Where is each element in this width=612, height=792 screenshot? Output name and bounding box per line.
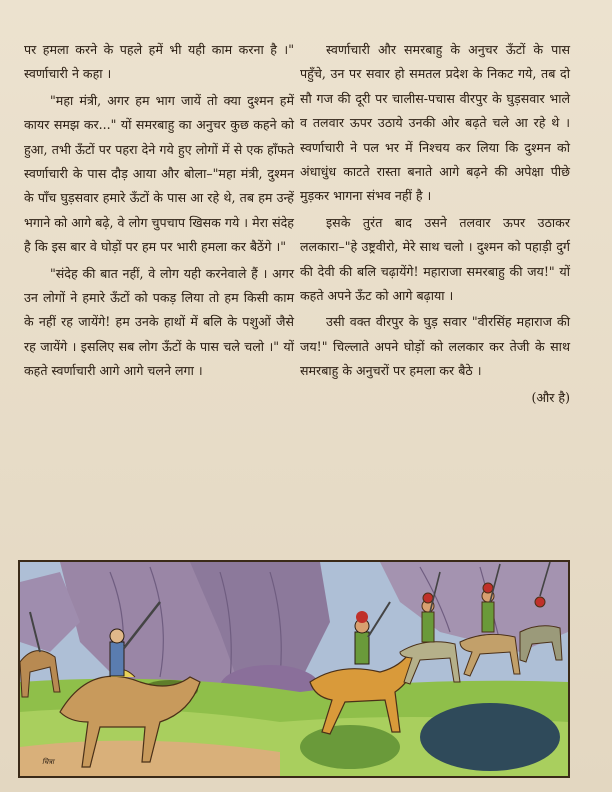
left-paragraph-3: "संदेह की बात नहीं, वे लोग यही करनेवाले हैं । अगर उन लोगों ने हमारे ऊँटों को पकड़ लिया तो हम किसी काम के नहीं रह जायेंगे! हम उनके हाथों में बलि के पशुओं जैसे रह जायेंगे । इसलिए सब लोग ऊँटों के पास चले चलो ।" यों कहते स्वर्णाचारी आगे आगे चलने लगा । [24, 265, 294, 379]
right-paragraph-2: इसके तुरंत बाद उसने तलवार ऊपर उठाकर ललकारा–"हे उष्ट्रवीरो, मेरे साथ चलो । दुश्मन को पहाड़ी दुर्ग की देवी की बलि चढ़ायेंगे! महाराजा समरबाहु की जय!" यों कहते अपने ऊँट को आगे बढ़ाया । [300, 214, 570, 304]
right-text-column [300, 38, 570, 410]
continued-label: (और है) [531, 389, 570, 405]
dark-bush [420, 703, 560, 771]
battle-scene-drawing [20, 562, 568, 776]
battle-illustration [18, 560, 570, 778]
left-text-column [24, 38, 294, 384]
right-paragraph-3: उसी वक्त वीरपुर के घुड़ सवार "वीरसिंह महाराज की जय!" चिल्लाते अपने घोड़ों को ललकार कर तेजी के साथ समरबाहु के अनुचरों पर हमला कर बैठे । [300, 314, 570, 379]
right-paragraph-1: स्वर्णाचारी और समरबाहु के अनुचर ऊँटों के पास पहुँचे, उन पर सवार हो समतल प्रदेश के निकट गये, तब दो सौ गज की दूरी पर चालीस-पचास वीरपुर के घुड़सवार भाले व तलवार ऊपर उठाये उनकी ओर बढ़ते चले आ रहे थे । स्वर्णाचारी ने पल भर में निश्चय कर लिया कि दुश्मन को अंधाधुंध काटते रास्ता बनाते आगे बढ़ने की अपेक्षा पीछे मुड़कर भागना संभव नहीं है । [300, 42, 570, 204]
artist-signature: चित्रा [42, 758, 54, 766]
green-bush [300, 725, 400, 769]
left-paragraph-1: पर हमला करने के पहले हमें भी यही काम करना है ।" स्वर्णाचारी ने कहा । [24, 42, 294, 82]
left-paragraph-2: "महा मंत्री, अगर हम भाग जायें तो क्या दुश्मन हमें कायर समझ कर..." यों समरबाहु का अनुचर कुछ कहने को हुआ, तभी ऊँटों पर पहरा देने गये हुए लोगों में से एक हाँफते स्वर्णाचारी के पास दौड़ आया और बोला–"महा मंत्री, दुश्मन के पाँच घुड़सवार हमारे ऊँटों के पास आ रहे थे, तब हम उन्हें भगाने को आगे बढ़े, वे लोग चुपचाप खिसक गये । मेरा संदेह है कि इस बार वे घोड़ों पर हम पर भारी हमला कर बैठेंगे ।" [24, 92, 294, 255]
continued-note [300, 386, 570, 410]
